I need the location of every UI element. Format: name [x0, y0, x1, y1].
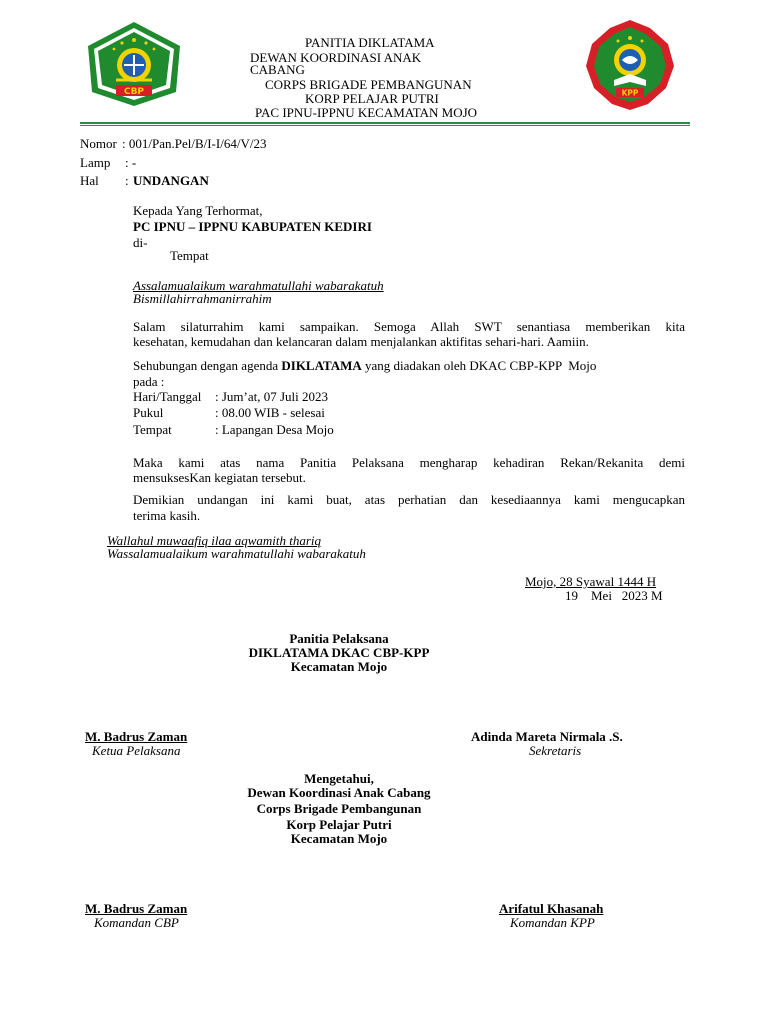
date-hijri: Mojo, 28 Syawal 1444 H: [525, 574, 657, 589]
approval-line-1: Mengetahui,: [304, 771, 374, 786]
committee-line-3: Kecamatan Mojo: [290, 659, 388, 674]
hal-label: Hal: [80, 173, 99, 188]
approval-sign-left-name: M. Badrus Zaman: [85, 901, 188, 916]
lamp-label: Lamp: [80, 155, 111, 170]
nomor-label: Nomor: [80, 136, 117, 151]
para4-line2: terima kasih.: [133, 508, 201, 523]
committee-sign-left-title: Ketua Pelaksana: [92, 743, 181, 758]
header-line-6: PAC IPNU-IPPNU KECAMATAN MOJO: [255, 105, 478, 120]
para2-pre: Sehubungan dengan agenda: [133, 358, 282, 373]
kpp-logo-text: KPP: [621, 88, 639, 98]
tempat-value: : Lapangan Desa Mojo: [215, 422, 334, 437]
salam-opening: Assalamualaikum warahmatullahi wabarakatuh: [133, 278, 384, 293]
closing-salam: Wassalamualaikum warahmatullahi wabarakatuh: [107, 546, 366, 561]
para2-post: yang diadakan oleh DKAC CBP-KPP Mojo: [361, 358, 597, 373]
basmalah: Bismillahirrahmanirrahim: [133, 291, 272, 306]
committee-sign-right-name: Adinda Mareta Nirmala .S.: [471, 729, 623, 744]
header-divider-thin: [80, 125, 690, 126]
header-divider: [80, 122, 690, 124]
committee-sign-right-title: Sekretaris: [529, 743, 582, 758]
para2-bold: DIKLATAMA: [281, 358, 362, 373]
committee-sign-left-name: M. Badrus Zaman: [85, 729, 188, 744]
hari-value: : Jum’at, 07 Juli 2023: [215, 389, 329, 404]
committee-line-1: Panitia Pelaksana: [289, 631, 389, 646]
para3-line1: Maka kami atas nama Panitia Pelaksana mengharap kehadiran Rekan/Rekanita demi: [133, 455, 685, 470]
recipient-name: PC IPNU – IPPNU KABUPATEN KEDIRI: [133, 219, 372, 234]
kpp-logo: [584, 18, 676, 112]
committee-line-2: DIKLATAMA DKAC CBP-KPP: [248, 645, 430, 660]
approval-line-5: Kecamatan Mojo: [290, 831, 388, 846]
approval-line-2: Dewan Koordinasi Anak Cabang: [247, 785, 431, 800]
closing-wallahul: Wallahul muwaafiq ilaa aqwamith thariq: [107, 533, 322, 548]
approval-sign-right-name: Arifatul Khasanah: [499, 901, 604, 916]
tempat-label: Tempat: [133, 422, 172, 437]
nomor-value: : 001/Pan.Pel/B/I-I/64/V/23: [122, 136, 267, 151]
header-line-3: CABANG: [250, 62, 305, 77]
para2-line1: [133, 358, 685, 373]
header-line-5: KORP PELAJAR PUTRI: [305, 91, 439, 106]
para1-line1: Salam silaturrahim kami sampaikan. Semoga Allah SWT senantiasa memberikan kita: [133, 319, 685, 334]
lamp-value: : -: [125, 155, 137, 170]
recipient-greeting: Kepada Yang Terhormat,: [133, 203, 263, 218]
approval-sign-right-title: Komandan KPP: [510, 915, 595, 930]
para4-line1: Demikian undangan ini kami buat, atas perhatian dan kesediaannya kami mengucapkan: [133, 492, 685, 507]
cbp-logo: [86, 20, 182, 108]
header-line-1: PANITIA DIKLATAMA: [305, 35, 435, 50]
para3-line2: mensuksesKan kegiatan tersebut.: [133, 470, 306, 485]
pukul-label: Pukul: [133, 405, 164, 420]
para2-line2: pada :: [133, 374, 165, 389]
header-line-4: CORPS BRIGADE PEMBANGUNAN: [265, 77, 472, 92]
approval-sign-left-title: Komandan CBP: [94, 915, 179, 930]
para1-line2: kesehatan, kemudahan dan kelancaran dalam menjalankan aktifitas sehari-hari. Aamiin.: [133, 334, 589, 349]
recipient-place: Tempat: [170, 248, 209, 263]
hari-label: Hari/Tanggal: [133, 389, 202, 404]
cbp-logo-text: CBP: [123, 87, 145, 97]
date-masehi: 19 Mei 2023 M: [565, 588, 663, 603]
approval-line-4: Korp Pelajar Putri: [286, 817, 392, 832]
approval-line-3: Corps Brigade Pembangunan: [256, 801, 422, 816]
hal-colon: :: [125, 173, 129, 188]
recipient-di: di-: [133, 235, 148, 250]
header-line-2: DEWAN KOORDINASI ANAK: [250, 50, 422, 65]
hal-value: UNDANGAN: [133, 173, 209, 188]
pukul-value: : 08.00 WIB - selesai: [215, 405, 325, 420]
